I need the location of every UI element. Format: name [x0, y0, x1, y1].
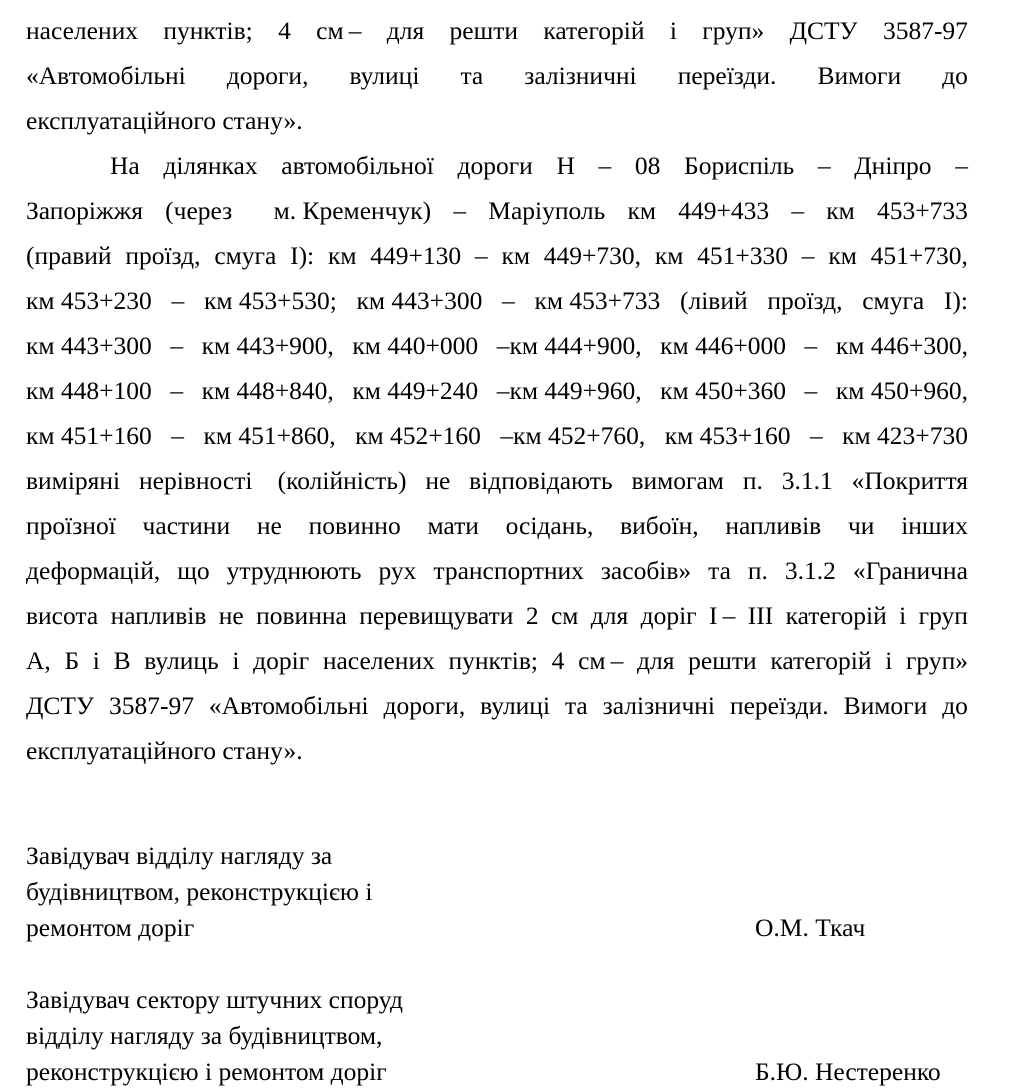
body-word: км 453+530; — [203, 286, 337, 315]
body-word: – — [791, 196, 805, 225]
body-word: 3.1.2 — [784, 556, 836, 585]
body-word: 08 — [634, 151, 661, 180]
body-word: решти — [688, 646, 757, 675]
body-word: км — [501, 241, 530, 270]
body-word: «Автомобільні — [208, 691, 369, 720]
body-word: і — [899, 601, 907, 630]
body-word: км 453+733 — [534, 286, 661, 315]
body-word: 2 — [525, 601, 539, 630]
body-line — [26, 323, 968, 368]
body-word: інших — [901, 511, 968, 540]
body-word: груп» — [702, 16, 765, 45]
body-word: доріг — [253, 646, 310, 675]
body-word: Бориспіль — [684, 151, 795, 180]
body-word: – — [809, 421, 823, 450]
body-word: груп» — [905, 646, 968, 675]
body-word: проїзд, — [125, 241, 201, 270]
body-word: населених — [26, 16, 138, 45]
body-word: вулиці — [480, 691, 551, 720]
body-line — [26, 593, 968, 638]
body-word: п. — [747, 556, 768, 585]
body-word: категорій — [785, 601, 887, 630]
body-word: дороги, — [383, 691, 466, 720]
body-word: км 453+160 — [664, 421, 791, 450]
body-line — [26, 548, 968, 593]
body-word: частини — [142, 511, 231, 540]
body-word: км 443+900, — [201, 331, 334, 360]
body-word: см — [550, 601, 579, 630]
body-word: Вимоги — [843, 691, 928, 720]
body-word: 4 — [278, 16, 291, 45]
body-word: км 448+840, — [201, 376, 334, 405]
signature-title-line: реконструкцією і ремонтом доріг — [26, 1057, 387, 1086]
body-word: – — [170, 331, 184, 360]
body-word: переїзди. — [729, 691, 829, 720]
body-word: 449+433 — [678, 196, 770, 225]
body-line — [26, 233, 968, 278]
body-word: км 451+860, — [203, 421, 336, 450]
body-word: км — [826, 196, 855, 225]
body-word: до — [942, 691, 968, 720]
signature-name: О.М. Ткач — [755, 913, 866, 942]
body-word: Вимоги — [817, 61, 902, 90]
body-word: – — [598, 151, 612, 180]
body-word: експлуатаційного стану». — [26, 106, 303, 135]
body-word: до — [942, 61, 968, 90]
body-word: – — [817, 151, 831, 180]
body-word: км 450+960, — [835, 376, 968, 405]
body-word: 3.1.1 — [781, 466, 833, 495]
body-word: залізничні — [524, 61, 637, 90]
body-word: п. — [742, 466, 763, 495]
body-word: км 448+100 — [26, 376, 152, 405]
body-line — [26, 98, 968, 143]
body-word: вимогам — [631, 466, 724, 495]
body-word: нерівності — [139, 466, 253, 495]
body-word: доріг — [640, 601, 697, 630]
body-line — [26, 368, 968, 413]
body-word: та — [708, 556, 731, 585]
body-word: переїзди. — [677, 61, 777, 90]
body-word: (лівий — [679, 286, 748, 315]
body-word: засобів» — [600, 556, 692, 585]
signature-title-line: будівництвом, реконструкцією і — [26, 877, 373, 906]
body-word: –км 444+900, — [496, 331, 642, 360]
body-word: «Покриття — [851, 466, 968, 495]
signature-title-line: відділу нагляду за будівництвом, — [26, 1021, 383, 1050]
body-word: повинно — [308, 511, 401, 540]
body-word: км 423+730 — [842, 421, 968, 450]
signature-title-line: ремонтом доріг — [26, 913, 195, 942]
body-line — [26, 188, 968, 233]
body-word: см – — [578, 646, 624, 675]
body-word: деформацій, — [26, 556, 161, 585]
body-word: осідань, — [505, 511, 594, 540]
body-word: дороги, — [226, 61, 309, 90]
body-word: см – — [316, 16, 362, 45]
signature-title-line: Завідувач сектору штучних споруд — [26, 985, 403, 1014]
body-line — [26, 278, 968, 323]
body-word: «Гранична — [852, 556, 968, 585]
body-word: – — [801, 241, 815, 270]
body-word: вулиць — [144, 646, 219, 675]
document-body — [26, 8, 968, 773]
body-word: і — [92, 646, 100, 675]
body-word: решти — [449, 16, 519, 45]
body-word: км — [327, 241, 357, 270]
body-word: для — [386, 16, 425, 45]
body-word: км 440+000 — [352, 331, 479, 360]
body-word: вибоїн, — [620, 511, 699, 540]
body-word: експлуатаційного стану». — [26, 736, 303, 765]
body-word: транспортних — [433, 556, 584, 585]
body-word: Запоріжжя — [26, 196, 143, 225]
body-word: – — [171, 286, 185, 315]
body-line — [26, 413, 968, 458]
body-word: – — [804, 376, 818, 405]
body-word: ділянках — [163, 151, 258, 180]
body-word: груп — [918, 601, 968, 630]
body-word: проїзної — [26, 511, 116, 540]
body-word: вулиці — [349, 61, 420, 90]
body-word: –км 449+960, — [496, 376, 642, 405]
body-word: км 446+000 — [660, 331, 786, 360]
body-line — [26, 638, 968, 683]
body-word: – — [955, 151, 968, 180]
body-word: В — [113, 646, 131, 675]
body-word: висота — [26, 601, 99, 630]
body-word: категорій — [543, 16, 645, 45]
body-word: І): — [290, 241, 315, 270]
body-word: – — [453, 196, 467, 225]
body-word: 3587-97 — [882, 16, 968, 45]
body-word: автомобільної — [281, 151, 434, 180]
body-line — [26, 53, 968, 98]
body-word: рух — [378, 556, 417, 585]
body-word: і — [232, 646, 240, 675]
body-word: – — [171, 421, 184, 450]
body-word: перевищувати — [359, 601, 514, 630]
body-word: дороги — [457, 151, 533, 180]
body-word: смуга — [214, 241, 277, 270]
body-word: км — [654, 241, 684, 270]
body-word: та — [460, 61, 484, 90]
signature-block — [26, 838, 994, 1090]
body-word: не — [256, 511, 282, 540]
body-word: залізничні — [602, 691, 716, 720]
body-word: – — [474, 241, 488, 270]
body-word: напливів — [110, 601, 207, 630]
body-word: км 449+240 — [352, 376, 479, 405]
body-word: 451+730, — [870, 241, 968, 270]
body-word: смуга — [862, 286, 925, 315]
body-word: І): — [943, 286, 968, 315]
body-word: напливів — [725, 511, 822, 540]
body-word: пунктів; — [448, 646, 538, 675]
body-line — [26, 458, 968, 503]
body-word: пунктів; — [163, 16, 253, 45]
body-word: ДСТУ — [26, 691, 95, 720]
body-word: км 450+360 — [660, 376, 786, 405]
body-word: для — [590, 601, 629, 630]
body-word: км 451+160 — [26, 421, 152, 450]
body-word: і — [885, 646, 893, 675]
body-word: проїзд, — [767, 286, 843, 315]
body-word: Маріуполь — [488, 196, 606, 225]
body-word: км 443+300 — [26, 331, 152, 360]
body-word: населених — [322, 646, 435, 675]
body-word: І – — [709, 601, 736, 630]
body-line — [26, 143, 968, 188]
body-word: що — [177, 556, 210, 585]
body-word: м. Кременчук) — [254, 196, 432, 225]
body-word: км 453+230 — [26, 286, 152, 315]
body-word: не — [425, 466, 451, 495]
body-word: 451+330 — [697, 241, 789, 270]
body-word: км 446+300, — [835, 331, 968, 360]
body-word: повинна — [256, 601, 347, 630]
body-word: На — [110, 151, 140, 180]
body-line — [26, 8, 968, 53]
body-word: (правий — [26, 241, 112, 270]
body-word: Б — [64, 646, 80, 675]
body-word: чи — [847, 511, 875, 540]
body-line — [26, 503, 968, 548]
body-word: ДСТУ — [789, 16, 858, 45]
signature-row — [26, 838, 994, 946]
body-word: утруднюють — [226, 556, 362, 585]
body-word: Дніпро — [854, 151, 932, 180]
body-word: –км 452+760, — [500, 421, 646, 450]
body-word: 4 — [551, 646, 565, 675]
body-word: 453+733 — [877, 196, 968, 225]
body-word: (через — [165, 196, 233, 225]
body-line — [26, 683, 968, 728]
signature-title-line: Завідувач відділу нагляду за — [26, 841, 333, 870]
body-word: км 443+300 — [356, 286, 483, 315]
body-word: ІІІ — [747, 601, 774, 630]
body-word: «Автомобільні — [26, 61, 186, 90]
body-word: виміряні — [26, 466, 121, 495]
body-word: Н — [556, 151, 575, 180]
body-line — [26, 728, 968, 773]
body-word: мати — [427, 511, 479, 540]
body-word: для — [637, 646, 675, 675]
signature-name: Б.Ю. Нестеренко — [755, 1057, 941, 1086]
body-word: категорій — [770, 646, 872, 675]
body-word: відповідають — [469, 466, 613, 495]
body-word: і — [669, 16, 677, 45]
body-word: км — [627, 196, 657, 225]
body-word: 449+130 — [370, 241, 462, 270]
body-word: А, — [26, 646, 51, 675]
body-word: 449+730, — [543, 241, 642, 270]
body-word: (колійність) — [271, 466, 407, 495]
body-word: та — [564, 691, 588, 720]
body-word: км — [828, 241, 857, 270]
body-word: – — [170, 376, 184, 405]
body-word: – — [804, 331, 818, 360]
body-word: не — [218, 601, 244, 630]
body-word: 3587-97 — [108, 691, 194, 720]
body-word: – — [502, 286, 515, 315]
body-word: км 452+160 — [355, 421, 481, 450]
